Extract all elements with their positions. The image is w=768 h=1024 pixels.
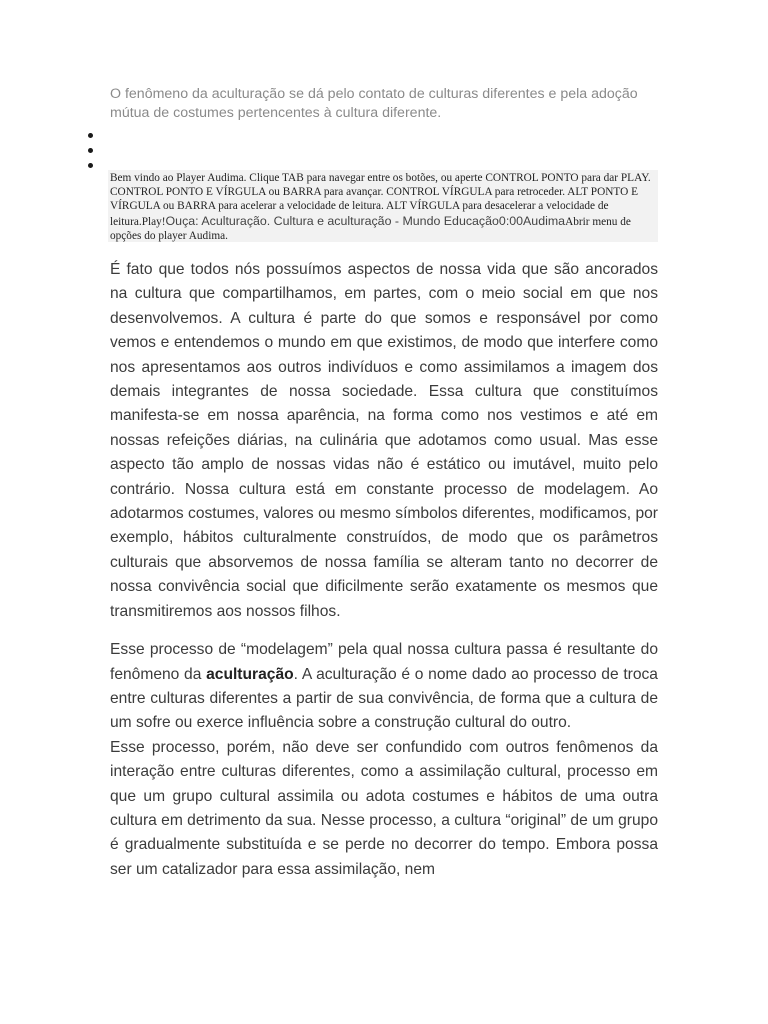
player-menu-button[interactable]: Abrir menu de opções do player Audima. bbox=[110, 215, 631, 242]
bullet-item bbox=[80, 158, 90, 173]
paragraph-2-text-start: Esse processo de “modelagem” pela qual nossa cultura passa é resultante do fenômeno da bbox=[110, 641, 658, 683]
player-instructions: Bem vindo ao Player Audima. Clique TAB para navegar entre os botões, ou aperte CONTROL PONTO para dar PLAY. CONTROL PONTO E VÍRGULA ou BARRA para avançar. CONTROL VÍRGULA para retroceder. ALT PONTO E VÍRGULA ou BARRA para acelerar a velocidade de leitura. ALT VÍRGULA para desacelerar a velocidade de leitura. bbox=[110, 172, 651, 228]
paragraph-2 bbox=[110, 638, 658, 736]
empty-bullet-list bbox=[80, 128, 90, 173]
play-button[interactable]: Play! bbox=[141, 215, 166, 228]
article-summary: O fenômeno da aculturação se dá pelo contato de culturas diferentes e pela adoção mútua de costumes pertencentes à cultura diferente. bbox=[110, 86, 638, 121]
paragraph-2-text-end: . A aculturação é o nome dado ao processo de troca entre culturas diferentes a partir de sua convivência, de forma que a cultura de um sofre ou exerce influência sobre a construção cultural do outro. bbox=[110, 665, 658, 732]
paragraph-1: É fato que todos nós possuímos aspectos de nossa vida que são ancorados na cultura que compartilhamos, em partes, com o meio social em que nos desenvolvemos. A cultura é parte do que somos e responsável por como vemos e entendemos o mundo em que existimos, de modo que interfere como nos apresentamos aos outros indivíduos e como assimilamos a imagem dos demais integrantes de nossa sociedade. Essa cultura que constituímos manifesta-se em nossa aparência, na forma como nos vestimos e até em nossas refeições diárias, na culinária que adotamos como usual. Mas esse aspecto tão amplo de nossas vidas não é estático ou imutável, muito pelo contrário. Nossa cultura está em constante processo de modelagem. Ao adotarmos costumes, valores ou mesmo símbolos diferentes, modificamos, por exemplo, hábitos culturalmente construídos, de modo que os parâmetros culturais que absorvemos de nossa família se alteram tanto no decorrer de nossa convivência social que dificilmente serão exatamente os mesmos que transmitiremos aos nossos filhos. bbox=[110, 261, 658, 620]
bullet-item bbox=[80, 128, 90, 143]
bullet-item bbox=[80, 143, 90, 158]
aculturacao-highlight: aculturação bbox=[206, 665, 294, 683]
player-brand[interactable]: Audima bbox=[523, 213, 566, 228]
player-title: Ouça: Aculturação. Cultura e aculturação - Mundo Educação bbox=[165, 213, 499, 228]
paragraph-3: Esse processo, porém, não deve ser confundido com outros fenômenos da interação entre culturas diferentes, como a assimilação cultural, processo em que um grupo cultural assimila ou adota costumes e hábitos de uma outra cultura em detrimento da sua. Nesse processo, a cultura “original” de um grupo é gradualmente substituída e se perde no decorrer do tempo. Embora possa ser um catalizador para essa assimilação, nem bbox=[110, 738, 658, 878]
player-time: 0:00 bbox=[498, 213, 524, 228]
article-body bbox=[110, 258, 658, 882]
audima-player bbox=[108, 170, 658, 242]
